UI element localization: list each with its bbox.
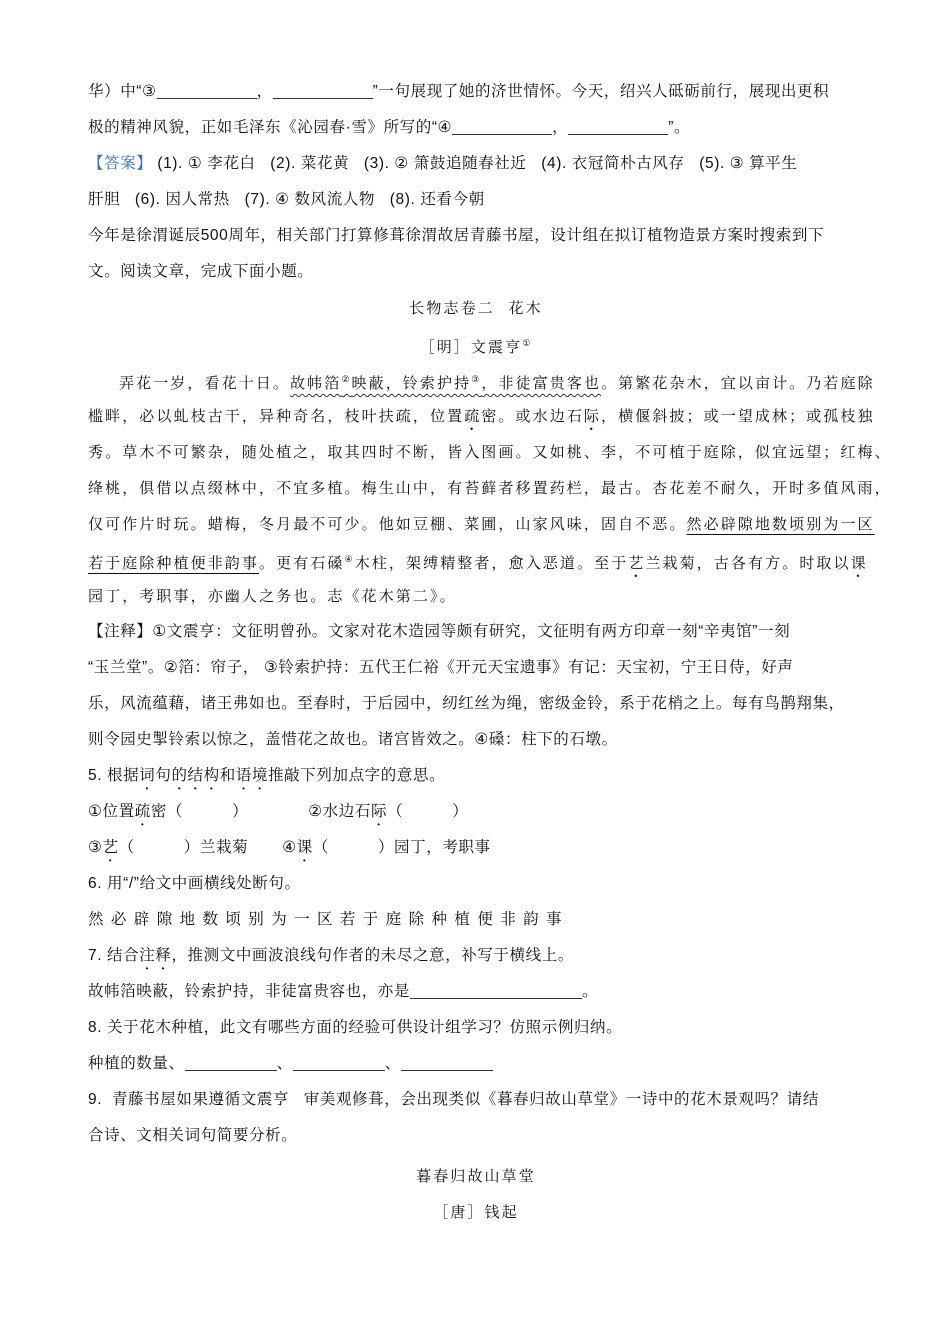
article-line-7: 园丁，考职事，亦幽人之务也。志《花木第二》。 (88, 587, 457, 605)
dotted-char: 的结构 (171, 767, 220, 784)
article-text: 。第繁花杂木，宜以亩计。乃若庭除 (601, 374, 875, 392)
article-line-6: 若于庭除种植便非韵事。更有石磉④木柱，架缚精整者，愈入恶道。至于艺兰栽菊，古各有方。时取以课 (88, 554, 868, 572)
intro-text: ”一句展现了她的济世情怀。今天，绍兴人砥砺前行，展现出更积 (372, 83, 830, 100)
footnote-ref: ④ (344, 555, 355, 565)
question-8-fill: 种植的数量、 、 、 (88, 1046, 864, 1082)
question-8-stem: 8. 关于花木种植，此文有哪些方面的经验可供设计组学习？仿照示例归纳。 (88, 1019, 623, 1036)
fill-blank[interactable] (185, 1052, 277, 1071)
answer-slot[interactable]: （ ） (387, 803, 469, 820)
question-5-items-b: ③艺（ ）兰栽菊 ④课（ ）园丁，考职事 (88, 839, 491, 856)
dotted-char: 疏 (464, 407, 482, 425)
question-6-stem: 6. 用“/”给文中画横线处断句。 (88, 875, 301, 892)
article-line-1 (88, 362, 875, 398)
answer-line-2: 肝胆 (6). 因人常热 (7). ④ 数风流人物 (8). 还看今朝 (88, 191, 485, 208)
question-9-line-1: 9. 青藤书屋如果遵循文震亨 审美观修葺，会出现类似《暮春归故山草堂》一诗中的花木景观吗？请结 (88, 1091, 819, 1108)
dotted-char: 课 (850, 554, 868, 572)
intro-line-1 (88, 74, 864, 110)
context-line-2: 文。阅读文章，完成下面小题。 (88, 263, 314, 280)
poem-title: 暮春归故山草堂 (416, 1167, 536, 1185)
intro-text: ， (552, 119, 569, 136)
question-5-items-a: ①位置疏密（ ） ②水边石际（ ） (88, 803, 469, 820)
answer-line-1 (88, 146, 864, 182)
intro-text: ”。 (668, 119, 691, 136)
article-line-3: 秀。草木不可繁杂，随处植之，取其四时不断，皆入图画。又如桃、李，不可植于庭除，似宜远望；红梅、 (88, 443, 892, 461)
article-text: 弄花一岁，看花十日。 (119, 374, 291, 392)
dotted-char: 际 (370, 803, 388, 820)
dotted-char: 注释 (139, 947, 172, 964)
article-line-4: 绛桃，俱借以点缀林中，不宜多植。梅生山中，有苔藓者移置药栏，最古。杏花差不耐久，开时多值风雨， (88, 479, 892, 497)
notes-line-1: 【注释】①文震亨：文征明曾孙。文家对花木造园等颇有研究，文征明有两方印章一刻“辛夷馆”一刻 (88, 623, 791, 640)
article-line-2: 槛畔，必以虬枝古干，异种奇名，枝叶扶疏，位置疏密。或水边石际，横偃斜披；或一望成林；或孤枝独 (88, 407, 875, 425)
question-6-text[interactable]: 然必辟隙地数顷别为一区若于庭除种植便非韵事 (88, 911, 569, 928)
notes-line-3: 乐，风流蕴藉，诸王弗如也。至春时，于后园中，纫红丝为绳，密级金铃，系于花梢之上。每有鸟鹊翔集， (88, 695, 845, 712)
context-line-1: 今年是徐渭诞辰500周年，相关部门打算修葺徐渭故居青藤书屋，设计组在拟订植物造景方案时搜索到下 (88, 227, 825, 244)
dotted-char: 艺 (102, 839, 119, 856)
intro-text: 极的精神风貌，正如毛泽东《沁园春·雪》所写的“④ (88, 119, 453, 136)
footnote-ref: ③ (471, 375, 482, 385)
intro-text: ， (256, 83, 273, 100)
footnote-ref: ② (341, 375, 352, 385)
question-5-stem: 5. 根据词句的结构和语境推敲下列加点字的意思。 (88, 767, 446, 784)
question-7-fill: 故帏箔映蔽，铃索护持，非徒富贵容也，亦是 。 (88, 974, 864, 1010)
dotted-char: 词 (139, 767, 156, 784)
fill-blank[interactable] (410, 980, 582, 999)
fill-blank[interactable] (401, 1052, 493, 1071)
poem-author: ［唐］钱起 (433, 1203, 519, 1221)
answer-slot[interactable]: 密（ ） (150, 803, 249, 820)
article-author (88, 326, 864, 362)
dotted-char: 语境 (235, 767, 269, 784)
footnote-ref: ① (522, 339, 533, 349)
fill-blank[interactable] (157, 80, 257, 99)
question-9-line-2: 合诗、文相关词句简要分析。 (88, 1127, 298, 1144)
notes-line-4: 则令园史掣铃索以惊之，盖惜花之故也。诸宫皆效之。④磉：柱下的石墩。 (88, 731, 618, 748)
fill-blank[interactable] (273, 80, 373, 99)
answer-text: (1). ① 李花白 (2). 菜花黄 (3). ② 箫鼓追随春社近 (4). 衣冠简朴古风存 (5). ③ 算平生 (152, 155, 798, 172)
question-7-stem: 7. 结合注释，推测文中画波浪线句作者的未尽之意，补写于横线上。 (88, 947, 574, 964)
author-name: ［明］文震亨 (419, 338, 523, 356)
fill-blank[interactable] (293, 1052, 385, 1071)
wavy-sentence: 故帏箔②映蔽，铃索护持③，非徒富贵客也 (290, 374, 602, 392)
intro-line-2 (88, 110, 864, 146)
intro-text: 华）中“③ (88, 83, 157, 100)
answer-slot[interactable]: （ ）兰栽菊 (118, 839, 249, 856)
dotted-char: 课 (296, 839, 313, 856)
answer-tag: 【答案】 (88, 155, 153, 172)
answer-slot[interactable]: （ ）园丁，考职事 (312, 839, 491, 856)
fill-blank[interactable] (452, 116, 552, 135)
underlined-sentence: 若于庭除种植便非韵事 (88, 554, 260, 572)
article-title: 长物志卷二 花木 (409, 299, 543, 317)
notes-line-2: “玉兰堂”。②箔：帘子， ③铃索护持：五代王仁裕《开元天宝遗事》有记：天宝初，宁王日侍，好声 (88, 659, 794, 676)
dotted-char: 艺 (628, 554, 646, 572)
fill-blank[interactable] (568, 116, 668, 135)
dotted-char: 际 (583, 407, 602, 425)
underlined-sentence: 然必辟隙地数顷别为一区 (686, 515, 875, 533)
article-line-5: 仅可作片时玩。蜡梅，冬月最不可少。他如豆棚、菜圃，山家风味，固自不恶。然必辟隙地数顷别为一区 (88, 515, 875, 533)
dotted-char: 疏 (134, 803, 151, 820)
